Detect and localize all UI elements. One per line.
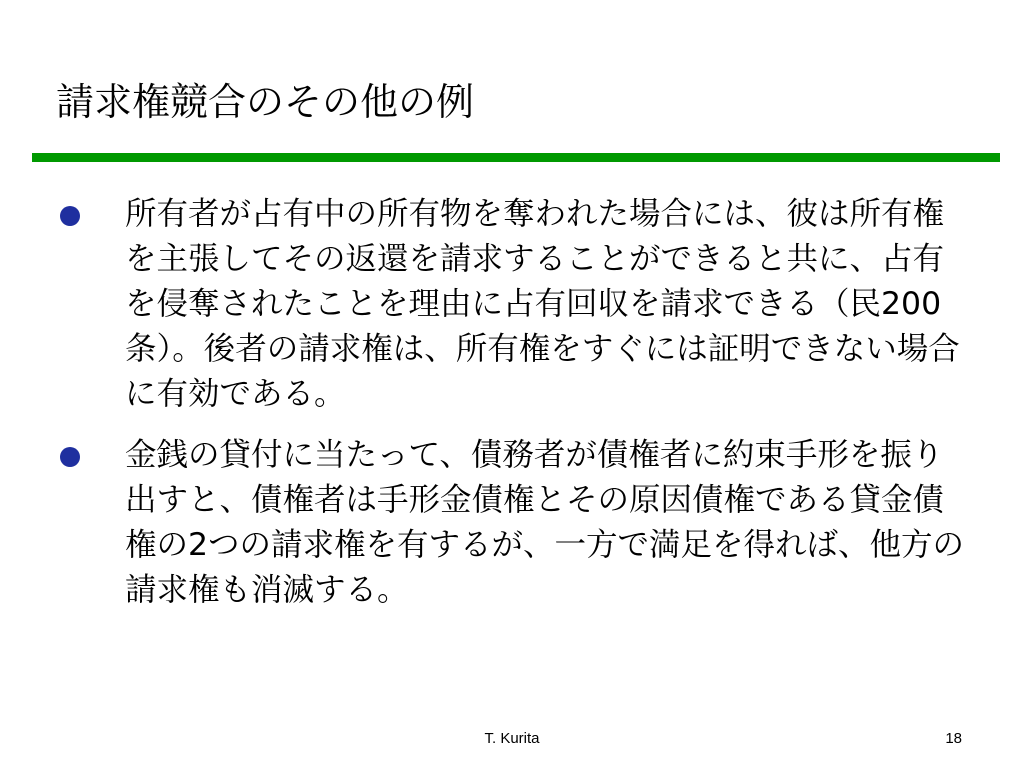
bullet-item bbox=[56, 433, 966, 613]
bullet-text: 所有者が占有中の所有物を奪われた場合には、彼は所有権を主張してその返還を請求することができると共に、占有を侵奪されたことを理由に占有回収を請求できる（民200条）。後者の請求権は、所有権をすぐには証明できない場合に有効である。 bbox=[125, 196, 960, 412]
title-divider bbox=[32, 153, 1000, 162]
bullet-dot-icon bbox=[60, 206, 80, 226]
bullet-item bbox=[56, 192, 966, 417]
bullet-list bbox=[56, 192, 966, 629]
bullet-text: 金銭の貸付に当たって、債務者が債権者に約束手形を振り出すと、債権者は手形金債権とその原因債権である貸金債権の2つの請求権を有するが、一方で満足を得れば、他方の請求権も消滅する。 bbox=[125, 437, 965, 608]
slide-title: 請求権競合のその他の例 bbox=[56, 80, 475, 124]
page-number: 18 bbox=[945, 730, 962, 747]
footer-author: T. Kurita bbox=[484, 730, 540, 747]
bullet-dot-icon bbox=[60, 447, 80, 467]
